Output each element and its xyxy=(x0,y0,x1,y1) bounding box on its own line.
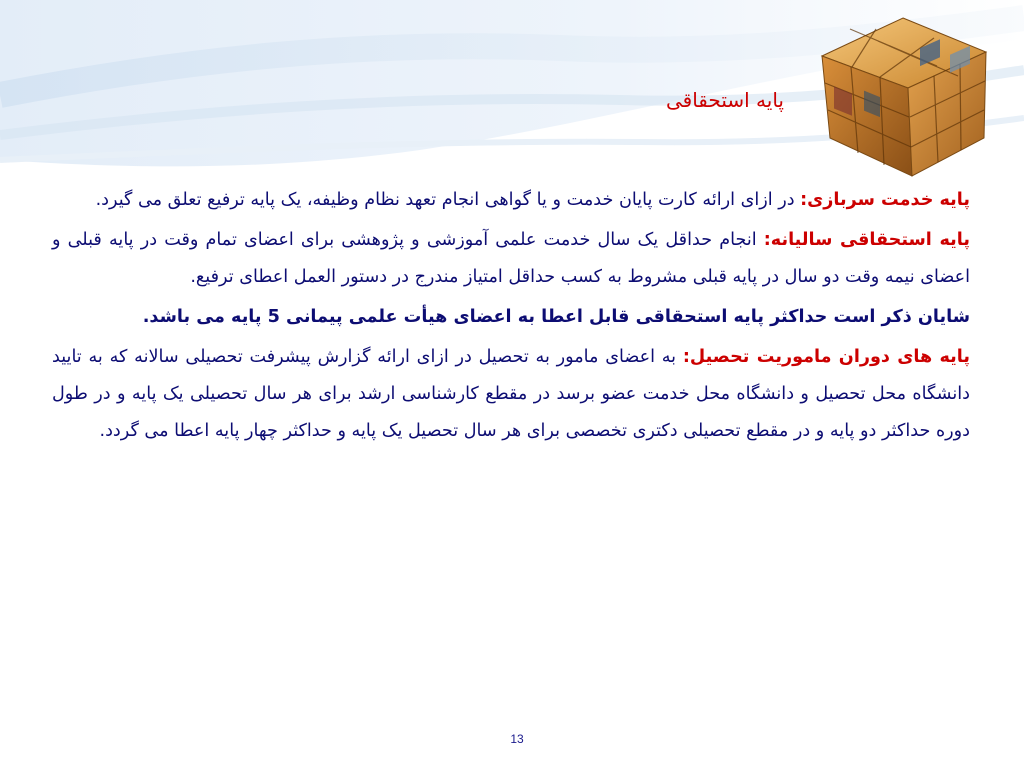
page-number: 13 xyxy=(510,732,524,746)
paragraph-annual-merit xyxy=(52,222,970,296)
slide-title: پایه استحقاقی xyxy=(665,88,784,112)
paragraph-military-service xyxy=(52,182,970,219)
paragraph-text: به اعضای مامور به تحصیل در ازای ارائه گزارش پیشرفت تحصیلی سالانه که به تایید دانشگاه محل تحصیل و دانشگاه محل خدمت عضو برسد در مقطع کارشناسی ارشد برای هر سال تحصیلی یک پایه و در طول دوره حداکثر دو پایه و در مقطع تحصیلی دکتری تخصصی برای هر سال تحصیل یک پایه و حداکثر چهار پایه اعطا می گردد. xyxy=(52,347,970,441)
slide-body xyxy=(52,182,970,453)
photo-cube-icon xyxy=(808,10,998,180)
paragraph-text: شایان ذکر است حداکثر پایه استحقاقی قابل اعطا به اعضای هیأت علمی پیمانی 5 پایه می باشد. xyxy=(142,307,970,327)
paragraph-max-note xyxy=(52,299,970,336)
paragraph-lead: پایه های دوران ماموریت تحصیل: xyxy=(682,347,970,367)
paragraph-text: انجام حداقل یک سال خدمت علمی آموزشی و پژوهشی برای اعضای تمام وقت در پایه قبلی و اعضای نیمه وقت دو سال در پایه قبلی مشروط به کسب حداقل امتیاز مندرج در دستور العمل اعطای ترفیع. xyxy=(52,230,970,287)
paragraph-lead: پایه استحقاقی سالیانه: xyxy=(763,230,971,250)
paragraph-text: در ازای ارائه کارت پایان خدمت و یا گواهی انجام تعهد نظام وظیفه، یک پایه ترفیع تعلق می گیرد. xyxy=(95,190,801,210)
paragraph-lead: پایه خدمت سربازی: xyxy=(800,190,970,210)
paragraph-study-mission xyxy=(52,339,970,450)
